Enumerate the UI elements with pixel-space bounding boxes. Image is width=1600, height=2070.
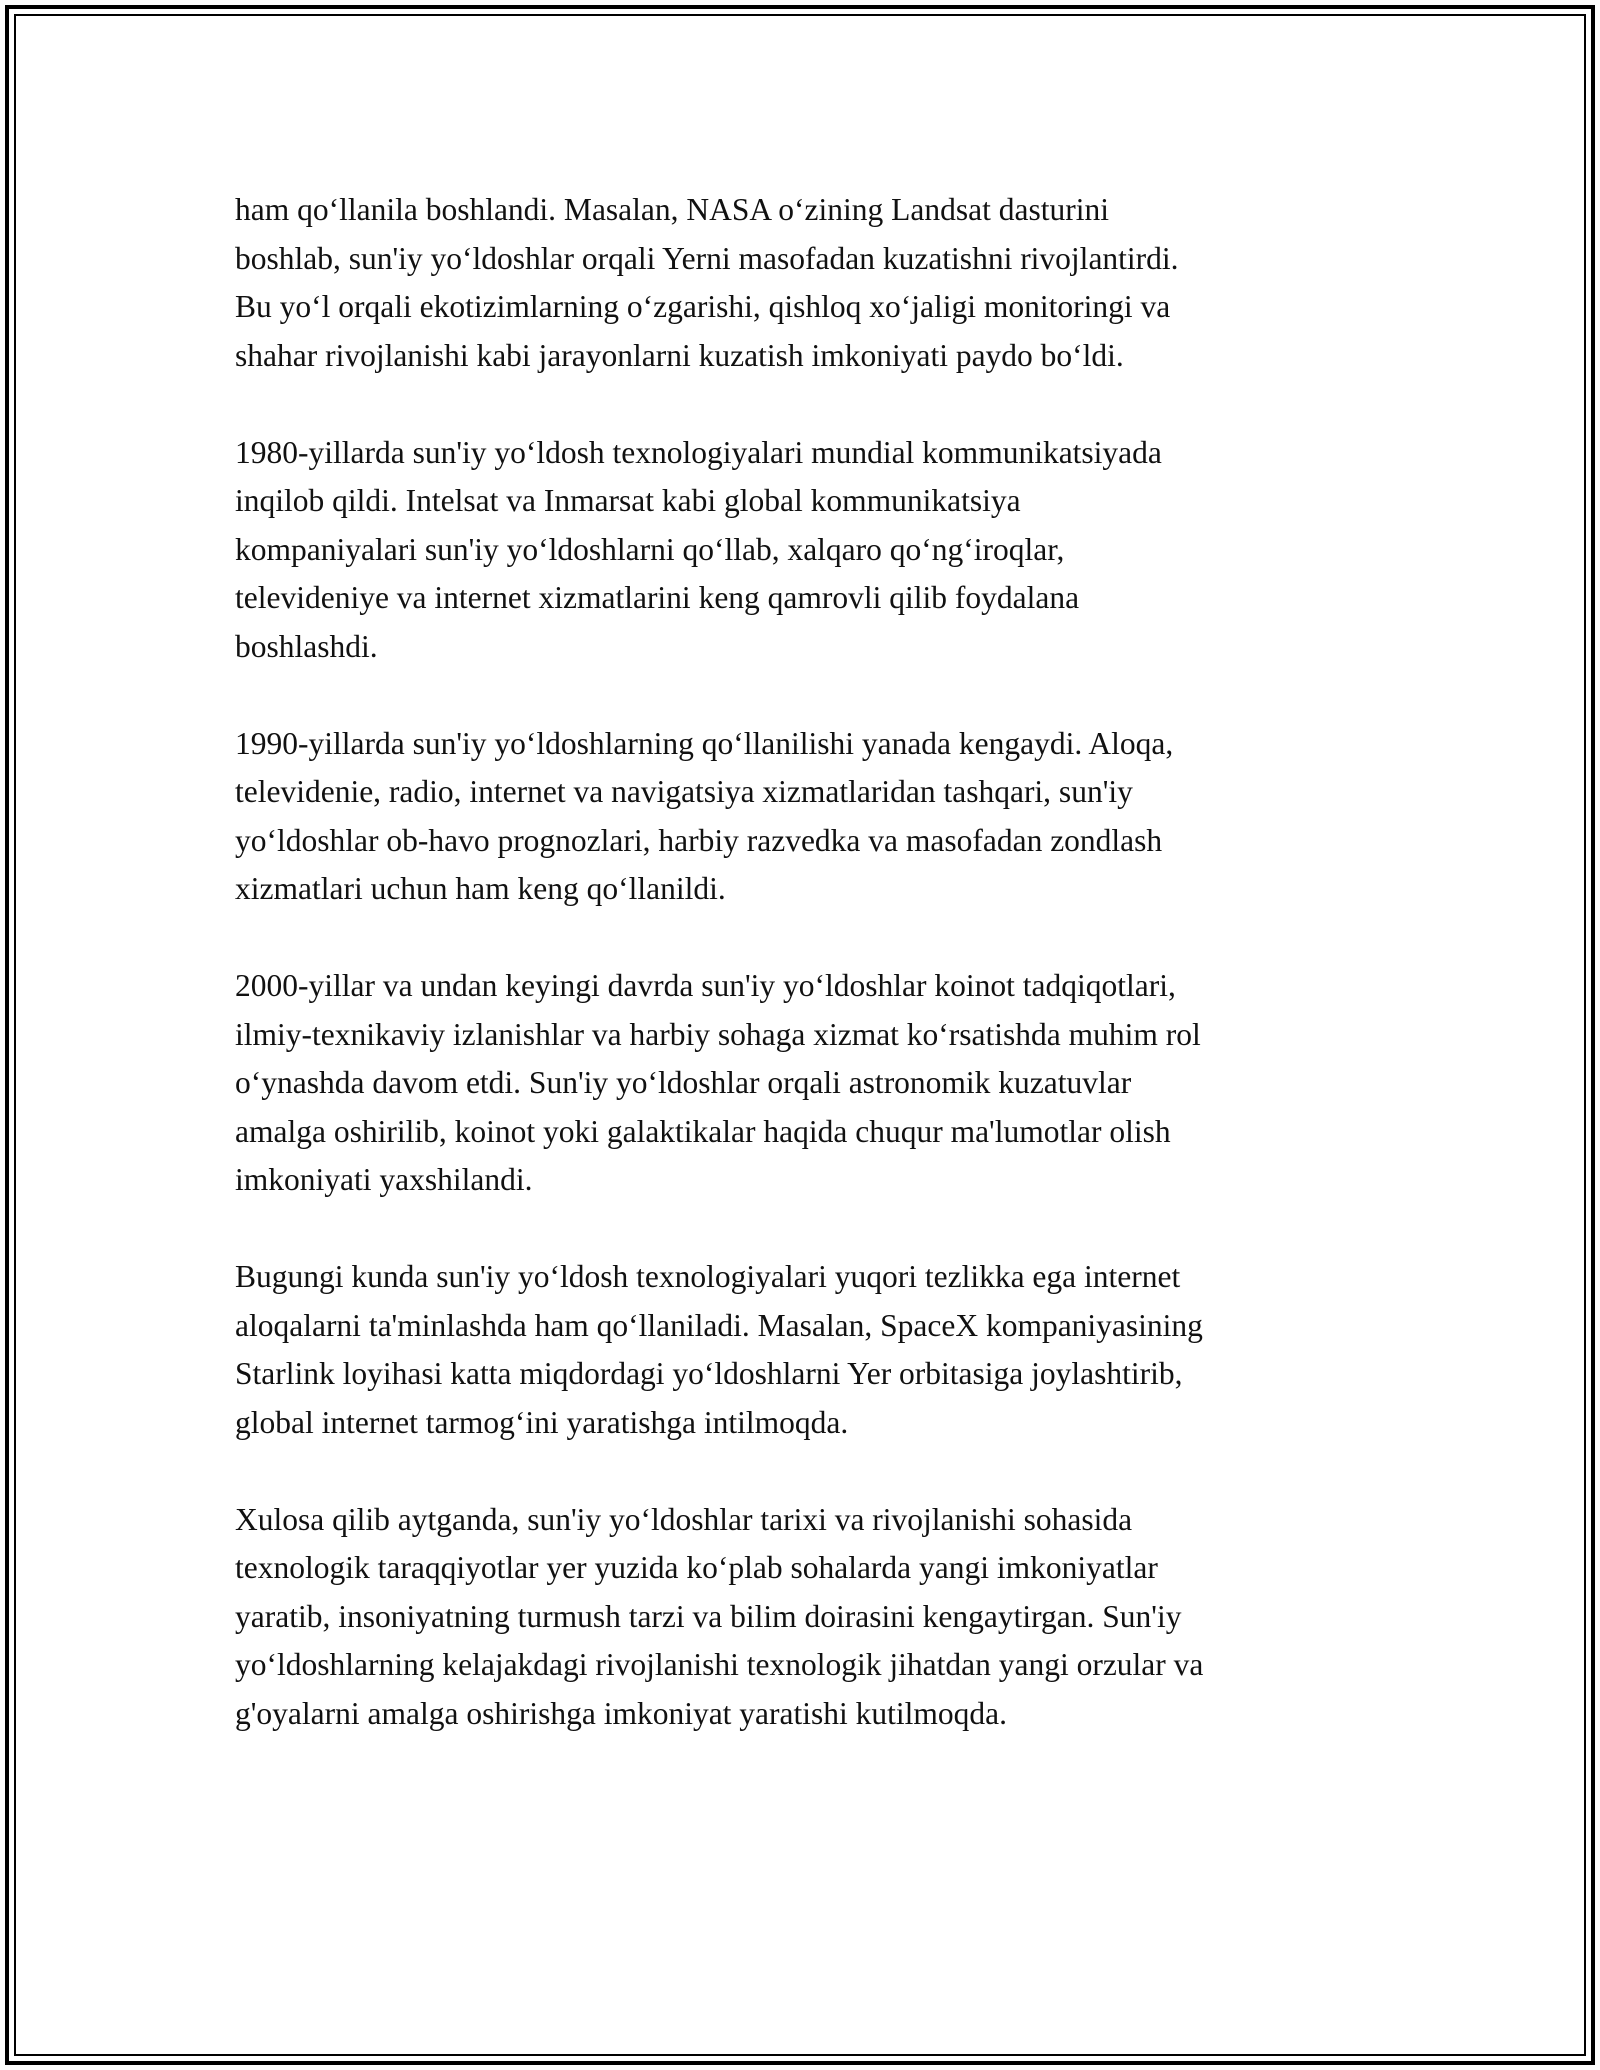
text-line: g'oyalarni amalga oshirishga imkoniyat yaratishi kutilmoqda. <box>235 1695 1008 1731</box>
text-line: Bu yo‘l orqali ekotizimlarning o‘zgarishi, qishloq xo‘jaligi monitoringi va <box>235 289 1171 324</box>
text-line: yaratib, insoniyatning turmush tarzi va bilim doirasini kengaytirgan. Sun'iy <box>235 1598 1182 1634</box>
text-line: Xulosa qilib aytganda, sun'iy yo‘ldoshlar tarixi va rivojlanishi sohasida <box>235 1501 1133 1537</box>
text-line: aloqalarni ta'minlashda ham qo‘llaniladi. Masalan, SpaceX kompaniyasining <box>235 1307 1203 1343</box>
paragraph <box>235 186 1375 380</box>
paragraph <box>235 1253 1375 1447</box>
text-line: Starlink loyihasi katta miqdordagi yo‘ldoshlarni Yer orbitasiga joylashtirib, <box>235 1356 1183 1391</box>
text-line: 1980-yillarda sun'iy yo‘ldosh texnologiyalari mundial kommunikatsiyada <box>235 434 1162 470</box>
text-line: televideniye va internet xizmatlarini keng qamrovli qilib foydalana <box>235 580 1080 615</box>
text-line: yo‘ldoshlarning kelajakdagi rivojlanishi texnologik jihatdan yangi orzular va <box>235 1647 1204 1682</box>
text-line: o‘ynashda davom etdi. Sun'iy yo‘ldoshlar orqali astronomik kuzatuvlar <box>235 1065 1132 1100</box>
text-line: inqilob qildi. Intelsat va Inmarsat kabi global kommunikatsiya <box>235 483 1021 518</box>
text-line: xizmatlari uchun ham keng qo‘llanildi. <box>235 871 726 906</box>
paragraph <box>235 1496 1375 1739</box>
paragraph <box>235 429 1375 672</box>
text-line: kompaniyalari sun'iy yo‘ldoshlarni qo‘llab, xalqaro qo‘ng‘iroqlar, <box>235 531 1065 567</box>
text-line: Bugungi kunda sun'iy yo‘ldosh texnologiyalari yuqori tezlikka ega internet <box>235 1259 1181 1294</box>
text-line: 1990-yillarda sun'iy yo‘ldoshlarning qo‘llanilishi yanada kengaydi. Aloqa, <box>235 725 1174 761</box>
text-line: shahar rivojlanishi kabi jarayonlarni kuzatish imkoniyati paydo bo‘ldi. <box>235 337 1124 373</box>
text-line: 2000-yillar va undan keyingi davrda sun'iy yo‘ldoshlar koinot tadqiqotlari, <box>235 968 1176 1003</box>
text-line: boshlab, sun'iy yo‘ldoshlar orqali Yerni masofadan kuzatishni rivojlantirdi. <box>235 240 1179 276</box>
text-line: imkoniyati yaxshilandi. <box>235 1162 533 1197</box>
paragraph <box>235 962 1375 1205</box>
text-line: yo‘ldoshlar ob-havo prognozlari, harbiy razvedka va masofadan zondlash <box>235 822 1163 858</box>
text-line: boshlashdi. <box>235 628 378 664</box>
text-line: amalga oshirilib, koinot yoki galaktikalar haqida chuqur ma'lumotlar olish <box>235 1113 1171 1149</box>
text-line: televidenie, radio, internet va navigatsiya xizmatlaridan tashqari, sun'iy <box>235 774 1133 809</box>
document-body <box>235 186 1375 1787</box>
text-line: texnologik taraqqiyotlar yer yuzida ko‘plab sohalarda yangi imkoniyatlar <box>235 1550 1158 1585</box>
text-line: ham qo‘llanila boshlandi. Masalan, NASA o‘zining Landsat dasturini <box>235 192 1109 227</box>
text-line: ilmiy-texnikaviy izlanishlar va harbiy sohaga xizmat ko‘rsatishda muhim rol <box>235 1016 1201 1052</box>
text-line: global internet tarmog‘ini yaratishga intilmoqda. <box>235 1404 849 1440</box>
paragraph <box>235 720 1375 914</box>
